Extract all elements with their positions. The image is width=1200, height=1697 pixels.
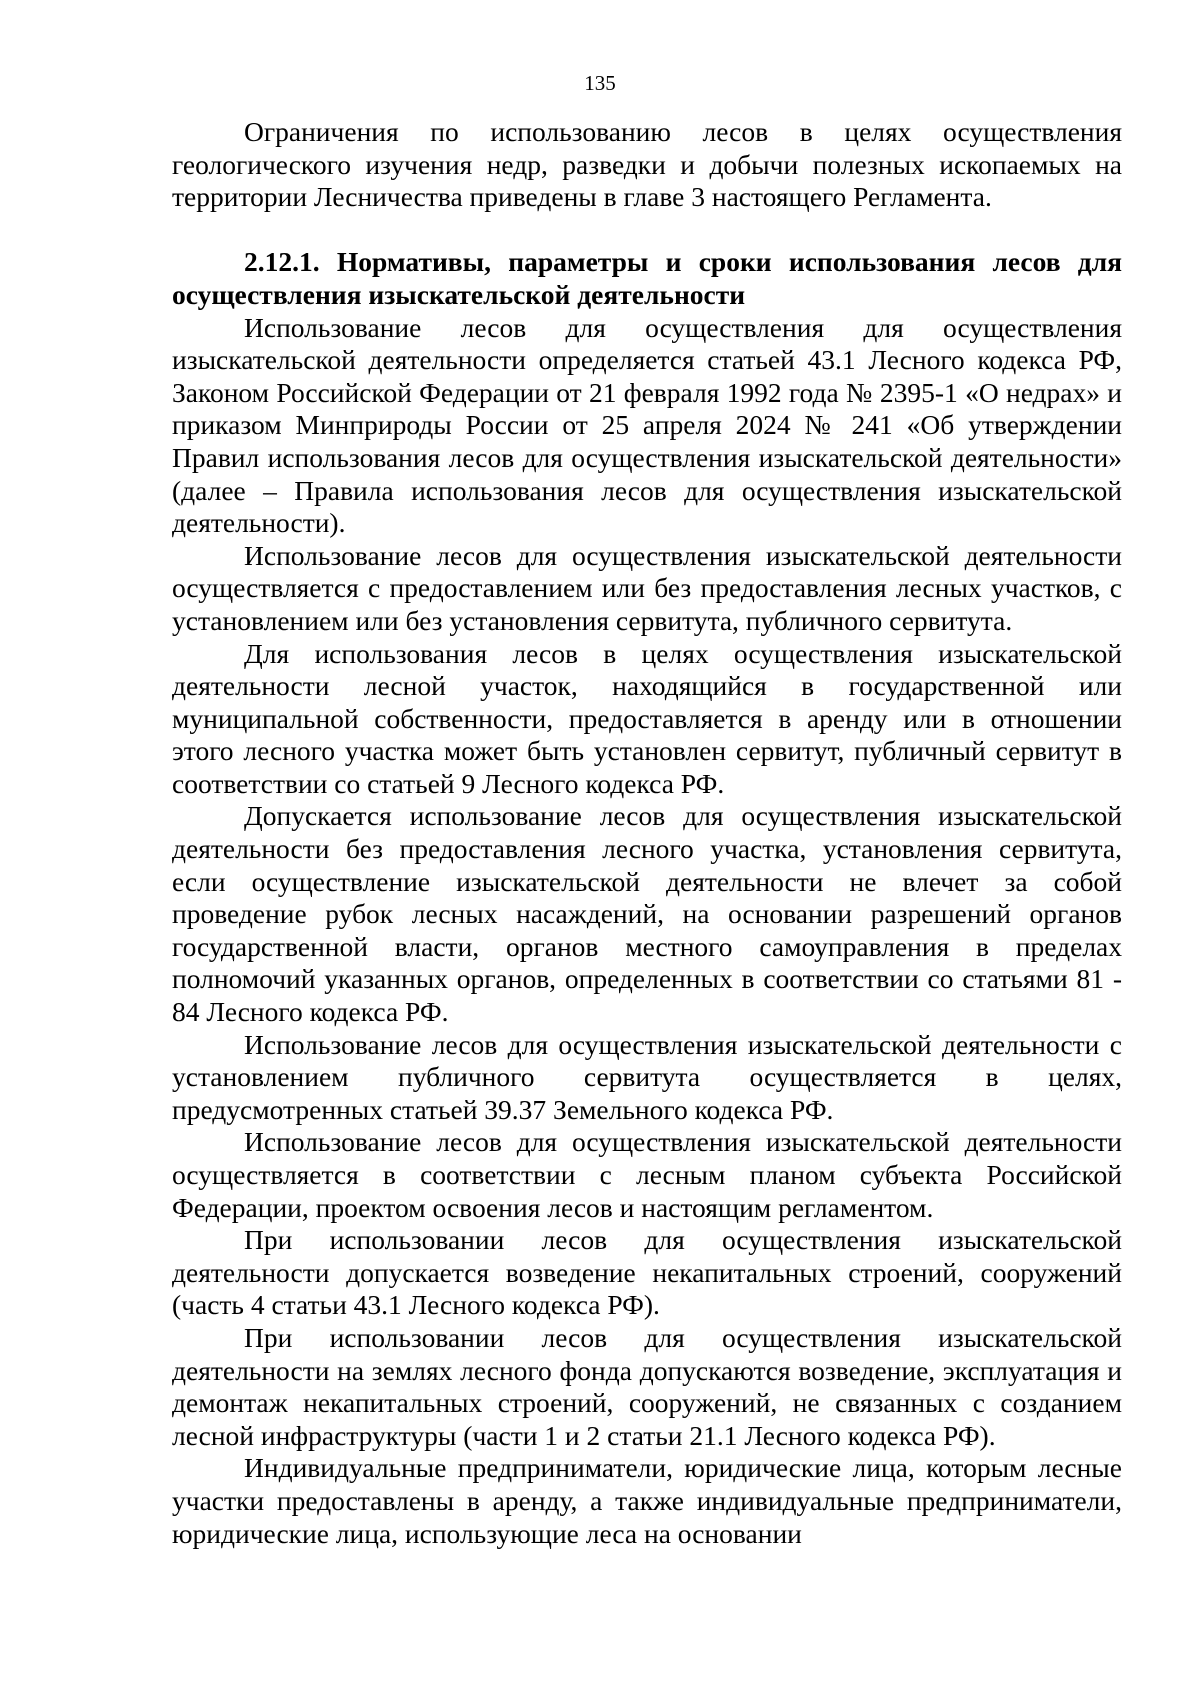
body-paragraph: Индивидуальные предприниматели, юридические лица, которым лесные участки предоставлены в аренду, а также индивидуальные предприниматели, юридические лица, использующие леса на основании [172,1452,1122,1549]
body-paragraph: Использование лесов для осуществления изыскательской деятельности осуществляется в соответствии с лесным планом субъекта Российской Федерации, проектом освоения лесов и настоящим регламентом. [172,1126,1122,1223]
body-paragraph: Использование лесов для осуществления изыскательской деятельности с установлением публичного сервитута осуществляется в целях, предусмотренных статьей 39.37 Земельного кодекса РФ. [172,1028,1122,1125]
body-paragraph: При использовании лесов для осуществления изыскательской деятельности на землях лесного фонда допускаются возведение, эксплуатация и демонтаж некапитальных строений, сооружений, не связанных с созданием лесной инфраструктуры (части 1 и 2 статьи 21.1 Лесного кодекса РФ). [172,1321,1122,1451]
body-paragraph: При использовании лесов для осуществления изыскательской деятельности допускается возведение некапитальных строений, сооружений (часть 4 статьи 43.1 Лесного кодекса РФ). [172,1224,1122,1321]
body-paragraph: Использование лесов для осуществления изыскательской деятельности осуществляется с предоставлением или без предоставления лесных участков, с установлением или без установления сервитута, публичного сервитута. [172,539,1122,636]
paragraph-spacer [172,214,1122,247]
body-paragraph: Использование лесов для осуществления для осуществления изыскательской деятельности определяется статьей 43.1 Лесного кодекса РФ, Законом Российской Федерации от 21 февраля 1992 года № 2395-1 «О недрах» и приказом Минприроды России от 25 апреля 2024 № 241 «Об утверждении Правил использования лесов для осуществления изыскательской деятельности» (далее – Правила использования лесов для осуществления изыскательской деятельности). [172,311,1122,539]
section-heading: 2.12.1. Нормативы, параметры и сроки использования лесов для осуществления изыскательской деятельности [172,246,1122,310]
intro-paragraph: Ограничения по использованию лесов в целях осуществления геологического изучения недр, разведки и добычи полезных ископаемых на территории Лесничества приведены в главе 3 настоящего Регламента. [172,116,1122,213]
body-paragraph: Допускается использование лесов для осуществления изыскательской деятельности без предоставления лесного участка, установления сервитута, если осуществление изыскательской деятельности не влечет за собой проведение рубок лесных насаждений, на основании разрешений органов государственной власти, органов местного самоуправления в пределах полномочий указанных органов, определенных в соответствии со статьями 81 - 84 Лесного кодекса РФ. [172,800,1122,1028]
body-paragraph: Для использования лесов в целях осуществления изыскательской деятельности лесной участок, находящийся в государственной или муниципальной собственности, предоставляется в аренду или в отношении этого лесного участка может быть установлен сервитут, публичный сервитут в соответствии со статьей 9 Лесного кодекса РФ. [172,637,1122,799]
page-body [172,116,1122,1550]
page-number: 135 [584,71,616,95]
